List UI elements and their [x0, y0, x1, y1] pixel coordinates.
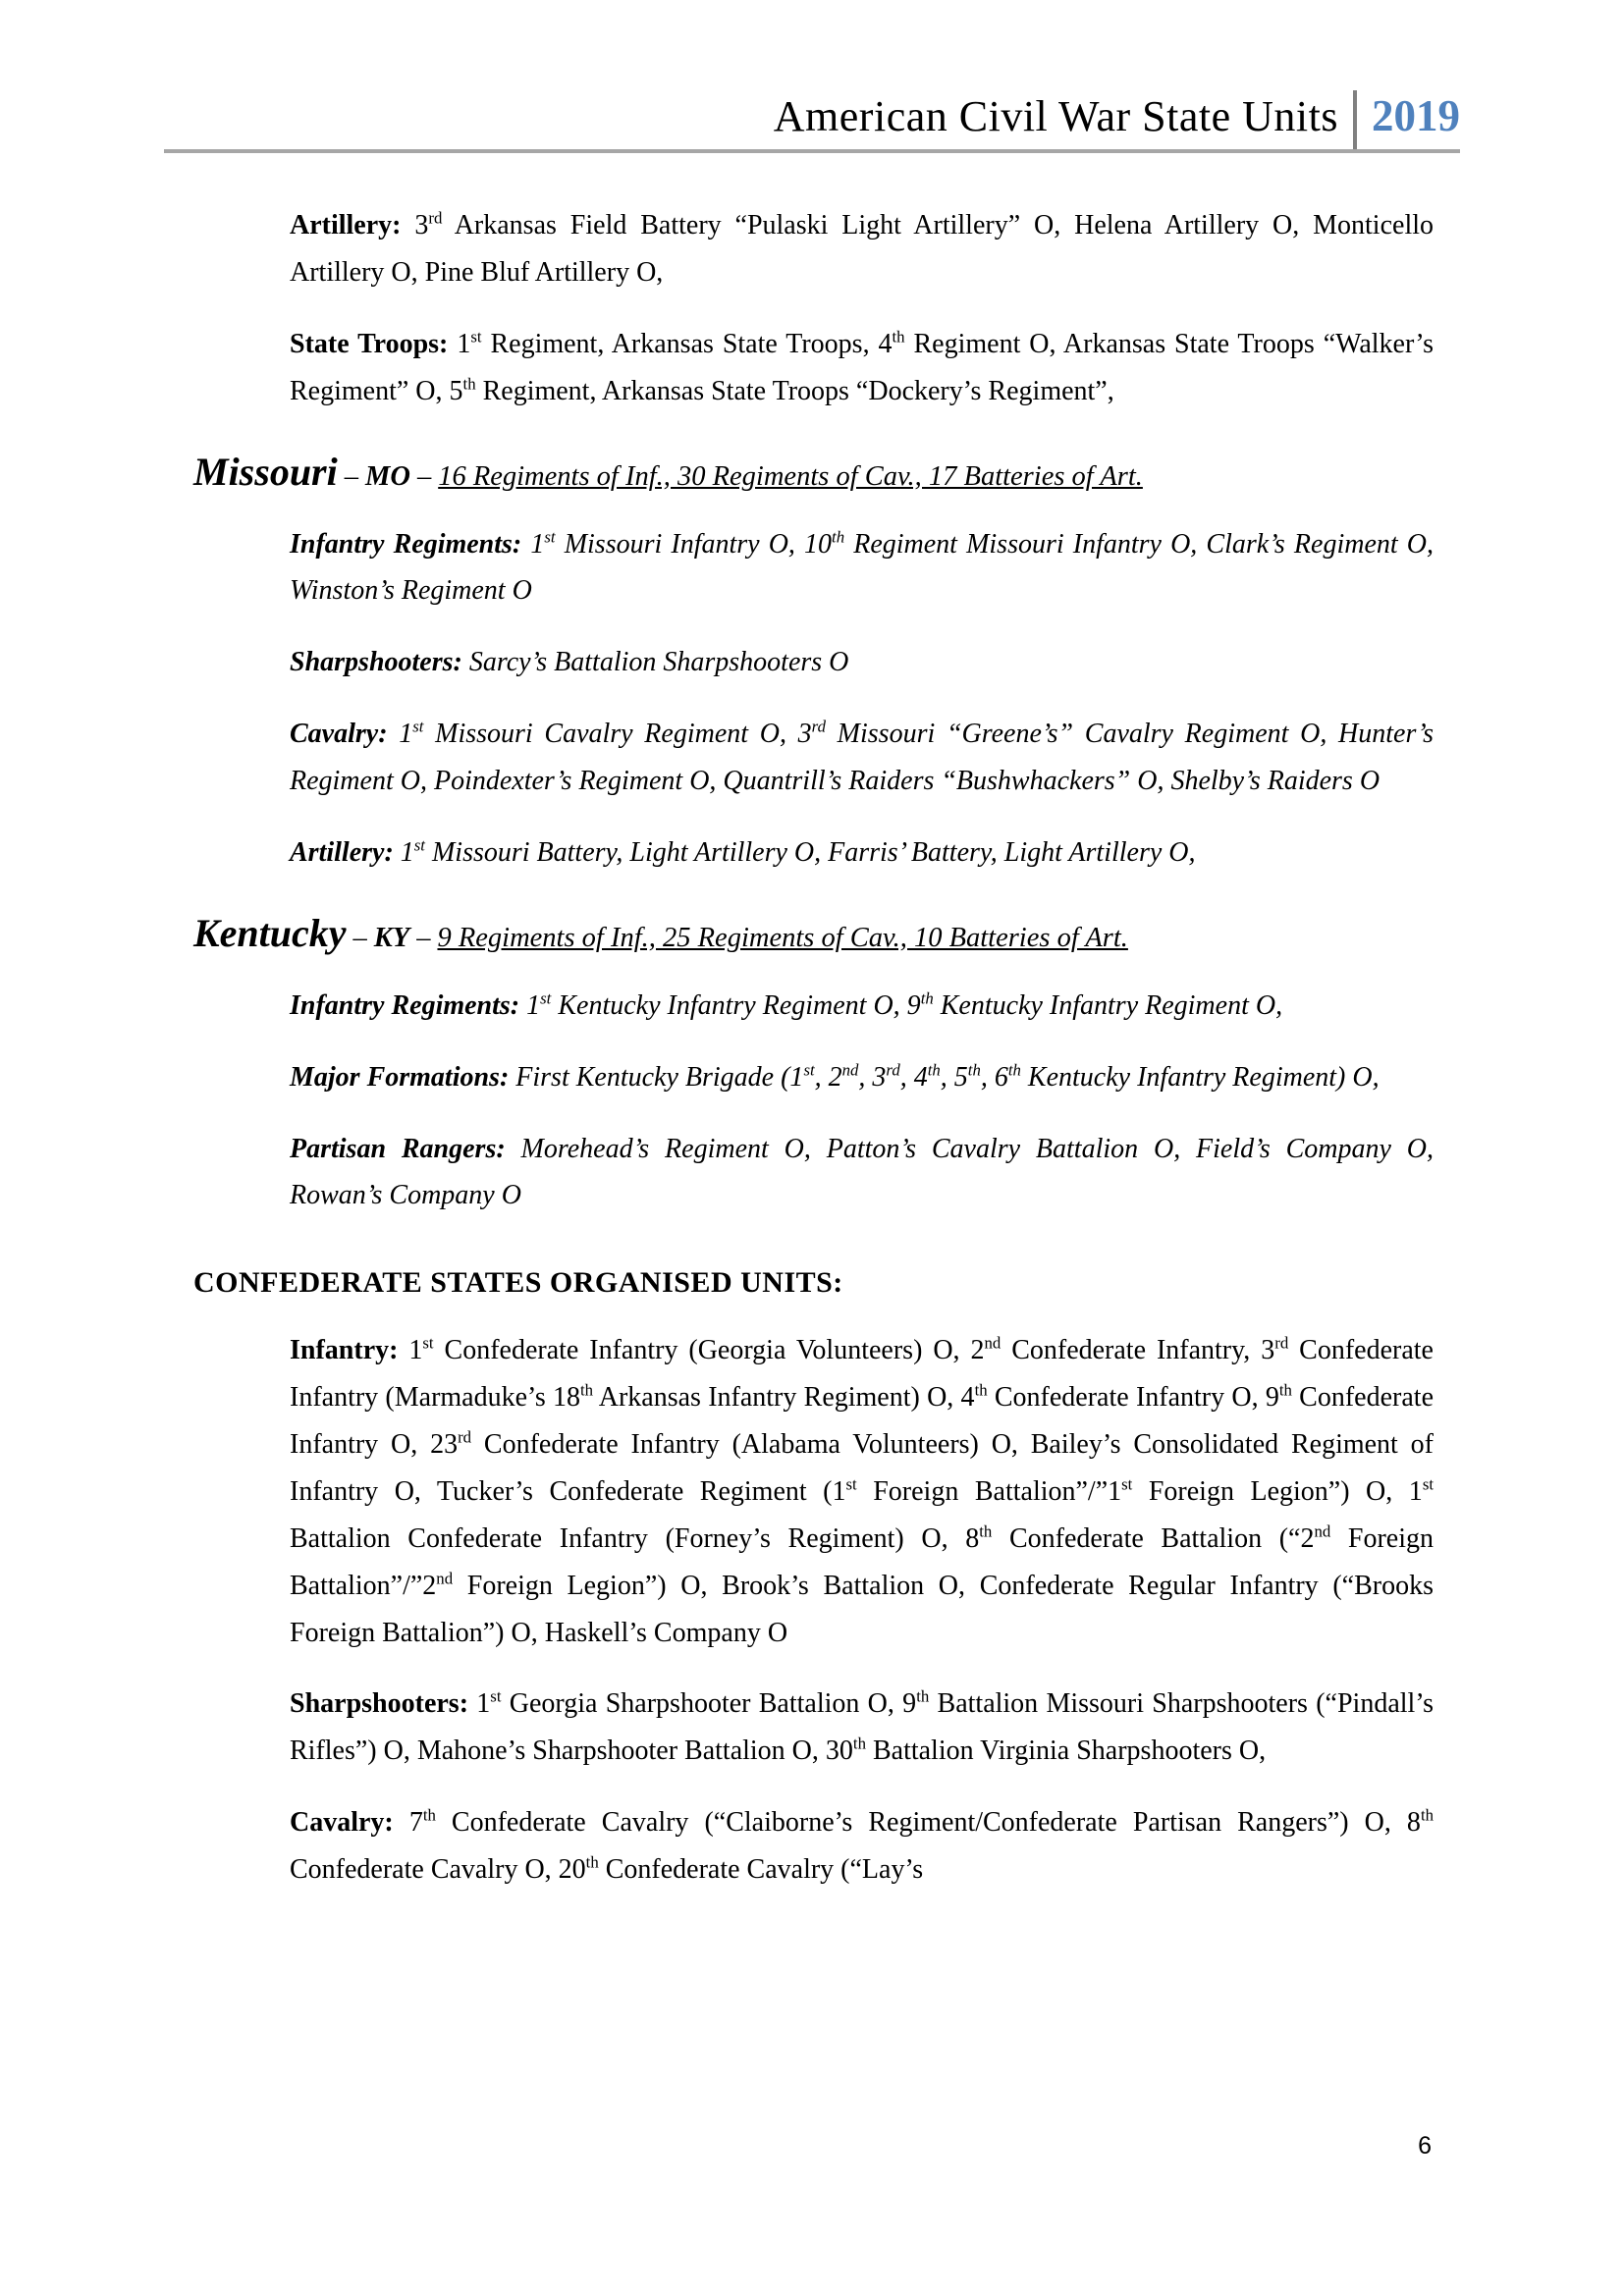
unit-category-label: Artillery:: [290, 210, 402, 240]
state-heading-kentucky: [193, 910, 1434, 956]
unit-list-text: 1st Missouri Infantry O, 10th Regiment Missouri Infantry O, Clark’s Regiment O, Winston’s Regiment O: [290, 527, 1435, 607]
missouri-cavalry-paragraph: [290, 711, 1434, 805]
arkansas-state-troops-paragraph: [290, 321, 1434, 415]
unit-category-label: Cavalry:: [290, 719, 388, 750]
confederate-section-heading: CONFEDERATE STATES ORGANISED UNITS:: [193, 1266, 843, 1300]
unit-list-text: 1st Confederate Infantry (Georgia Volunteers) O, 2nd Confederate Infantry, 3rd Confederate Infantry (Marmaduke’s 18th Arkansas Infantry Regiment) O, 4th Confederate Infantry O, 9th Confederate Infantry O, 23rd Confederate Infantry (Alabama Volunteers) O, Bailey’s Consolidated Regiment of Infantry O, Tucker’s Confederate Regiment (1st Foreign Battalion”/”1st Foreign Legion”) O, 1st Battalion Confederate Infantry (Forney’s Regiment) O, 8th Confederate Battalion (“2nd Foreign Battalion”/”2nd Foreign Legion”) O, Brook’s Battalion O, Confederate Regular Infantry (“Brooks Foreign Battalion”) O, Haskell’s Company O: [290, 1333, 1435, 1648]
unit-list-text: 1st Missouri Cavalry Regiment O, 3rd Missouri “Greene’s” Cavalry Regiment O, Hunter’s Regiment O, Poindexter’s Regiment O, Quantrill’s Raiders “Bushwhackers” O, Shelby’s Raiders O: [290, 717, 1434, 796]
unit-category-label: Cavalry:: [290, 1807, 394, 1839]
dash-separator: –: [352, 922, 367, 953]
state-abbreviation: MO: [365, 460, 410, 492]
header-divider: [1353, 90, 1357, 149]
unit-list-text: 1st Kentucky Infantry Regiment O, 9th Kentucky Infantry Regiment O,: [526, 988, 1283, 1021]
unit-list-text: Sarcy’s Battalion Sharpshooters O: [468, 647, 849, 678]
unit-category-label: Sharpshooters:: [290, 647, 462, 678]
unit-category-label: State Troops:: [290, 328, 449, 359]
header-year: 2019: [1372, 91, 1460, 140]
unit-list-text: 3rd Arkansas Field Battery “Pulaski Light Artillery” O, Helena Artillery O, Monticello Artillery O, Pine Bluf Artillery O,: [290, 208, 1434, 288]
state-heading-missouri: [193, 449, 1434, 495]
unit-list-text: 7th Confederate Cavalry (“Claiborne’s Regiment/Confederate Partisan Rangers”) O, 8th Confederate Cavalry O, 20th Confederate Cavalry (“Lay’s: [290, 1805, 1434, 1885]
page-header: [164, 90, 1460, 153]
arkansas-artillery-paragraph: [290, 202, 1434, 296]
missouri-sharpshooters-paragraph: [290, 639, 1434, 686]
kentucky-infantry-paragraph: [290, 983, 1434, 1030]
state-name: Missouri: [193, 449, 338, 494]
dash-separator: –: [344, 460, 358, 492]
unit-list-text: First Kentucky Brigade (1st, 2nd, 3rd, 4th, 5th, 6th Kentucky Infantry Regiment) O,: [515, 1060, 1380, 1093]
unit-category-label: Partisan Rangers:: [290, 1133, 506, 1164]
state-unit-stats: 16 Regiments of Inf., 30 Regiments of Cav., 17 Batteries of Art.: [438, 460, 1143, 492]
unit-category-label: Major Formations:: [290, 1061, 510, 1093]
unit-list-text: 1st Georgia Sharpshooter Battalion O, 9th Battalion Missouri Sharpshooters (“Pindall’s Rifles”) O, Mahone’s Sharpshooter Battalion O, 30th Battalion Virginia Sharpshooters O,: [290, 1687, 1434, 1767]
state-name: Kentucky: [193, 910, 347, 955]
dash-separator: –: [416, 922, 431, 953]
header-title: American Civil War State Units: [773, 92, 1338, 140]
unit-category-label: Infantry:: [290, 1335, 399, 1366]
unit-category-label: Artillery:: [290, 836, 394, 868]
document-body: [193, 202, 1434, 1894]
confederate-sharpshooters-paragraph: [290, 1681, 1434, 1775]
unit-category-label: Sharpshooters:: [290, 1688, 469, 1720]
unit-list-text: 1st Regiment, Arkansas State Troops, 4th Regiment O, Arkansas State Troops “Walker’s Regiment” O, 5th Regiment, Arkansas State Troops “Dockery’s Regiment”,: [290, 327, 1434, 406]
unit-list-text: Morehead’s Regiment O, Patton’s Cavalry Battalion O, Field’s Company O, Rowan’s Company O: [290, 1133, 1435, 1211]
kentucky-partisan-rangers-paragraph: [290, 1126, 1434, 1220]
unit-category-label: Infantry Regiments:: [290, 989, 520, 1021]
state-abbreviation: KY: [373, 922, 410, 953]
dash-separator: –: [416, 460, 432, 492]
missouri-artillery-paragraph: [290, 829, 1434, 877]
confederate-cavalry-paragraph: [290, 1799, 1434, 1894]
unit-list-text: 1st Missouri Battery, Light Artillery O, Farris’ Battery, Light Artillery O,: [400, 835, 1196, 868]
missouri-infantry-paragraph: [290, 521, 1434, 615]
unit-category-label: Infantry Regiments:: [290, 528, 522, 560]
state-unit-stats: 9 Regiments of Inf., 25 Regiments of Cav., 10 Batteries of Art.: [437, 922, 1128, 953]
kentucky-major-formations-paragraph: [290, 1054, 1434, 1101]
page-number: 6: [1418, 2132, 1432, 2160]
confederate-infantry-paragraph: [290, 1327, 1434, 1656]
